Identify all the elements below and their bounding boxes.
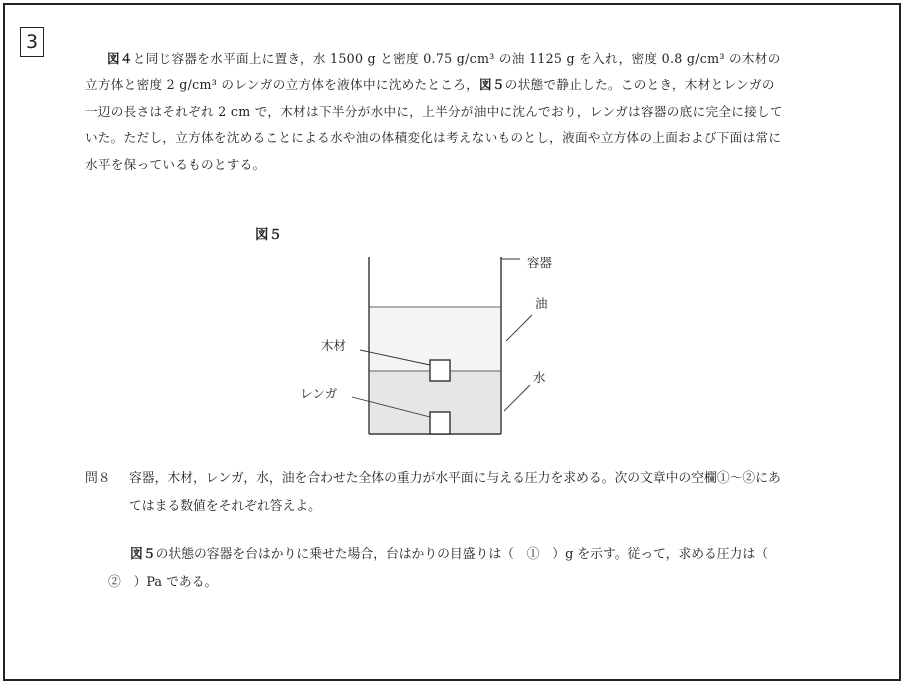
wood-label: 木材 [321, 338, 347, 353]
fill-in-text: の状態の容器を台はかりに乗せた場合，台はかりの目盛りは（ ① ）g を示す。従って，求める圧力は（ ② ）Pa である。 [108, 547, 781, 590]
figure-5-diagram [280, 245, 610, 445]
fig4-reference: 図４ [107, 51, 133, 66]
question-number-box: 3 [20, 27, 44, 57]
water-label: 水 [533, 370, 546, 385]
statement-part2: の状態で静止した。このとき，木材とレンガの一辺の長さはそれぞれ 2 cm で，木材は下半分が水中に，上半分が油中に沈んでおり，レンガは容器の底に完全に接していた。ただし，立方体を沈めることによる水や油の体積変化は考えないものとし，液面や立方体の上面および下面は常に水平を保っているものとする。 [85, 77, 783, 172]
question-8-text: 容器，木材，レンガ，水，油を合わせた全体の重力が水平面に与える圧力を求める。次の文章中の空欄①～②にあてはまる数値をそれぞれ答えよ。 [129, 471, 781, 514]
problem-statement [85, 46, 785, 178]
water-leader-line [504, 385, 530, 411]
figure-title: 図５ [255, 227, 282, 243]
fill-in-statement [108, 541, 781, 597]
brick-label: レンガ [300, 386, 338, 401]
statement-part1: と同じ容器を水平面上に置き，水 1500 g と密度 0.75 g/cm³ の油 1125 g を入れ，密度 0.8 g/cm³ の木材の立方体と密度 2 g/cm³ のレンガの立方体を液体中に沈めたところ， [85, 51, 781, 93]
brick-cube [430, 412, 450, 434]
container-label: 容器 [527, 255, 553, 270]
oil-label: 油 [535, 296, 548, 311]
fill-in-fig5-reference: 図５ [130, 547, 156, 562]
wood-cube [430, 360, 450, 381]
oil-leader-line [506, 315, 532, 341]
question-8-number: 問８ [85, 471, 111, 486]
question-8 [85, 465, 785, 521]
fig5-reference: 図５ [479, 77, 505, 93]
